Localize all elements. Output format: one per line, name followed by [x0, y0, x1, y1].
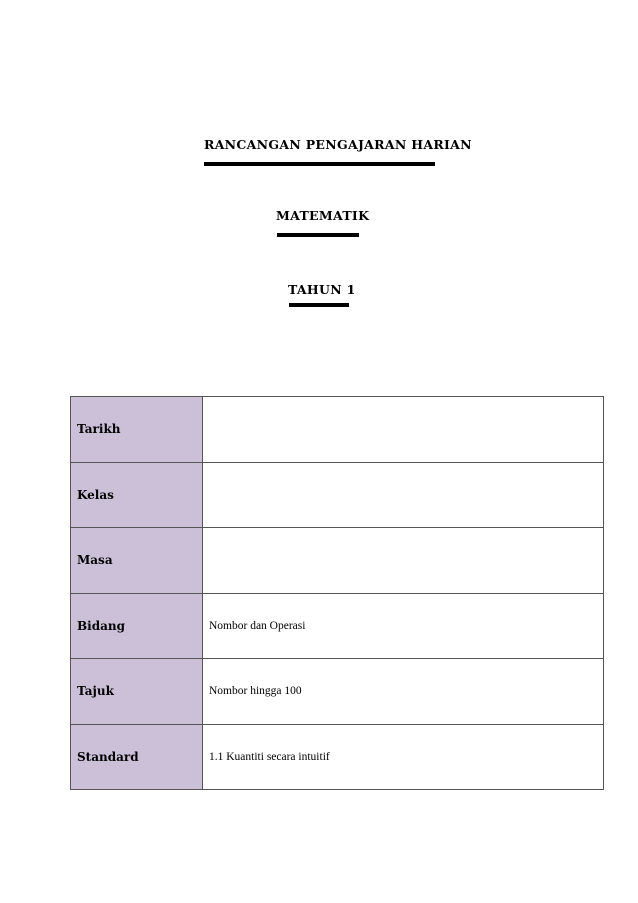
row-value-kelas	[203, 462, 604, 528]
row-label-masa: Masa	[71, 528, 203, 594]
row-value-tajuk: Nombor hingga 100	[203, 659, 604, 725]
row-label-kelas: Kelas	[71, 462, 203, 528]
table-row	[71, 593, 604, 659]
year-heading: TAHUN 1	[288, 282, 356, 297]
subject-underline	[277, 233, 359, 237]
row-value-tarikh	[203, 397, 604, 463]
table-row	[71, 659, 604, 725]
lesson-info-table	[70, 396, 604, 790]
year-underline	[289, 303, 349, 307]
row-label-bidang: Bidang	[71, 593, 203, 659]
table-row	[71, 724, 604, 790]
subject-heading: MATEMATIK	[276, 208, 370, 223]
table-row	[71, 397, 604, 463]
document-title: RANCANGAN PENGAJARAN HARIAN	[204, 137, 472, 152]
row-label-standard: Standard	[71, 724, 203, 790]
table-row	[71, 462, 604, 528]
row-label-tajuk: Tajuk	[71, 659, 203, 725]
row-label-tarikh: Tarikh	[71, 397, 203, 463]
row-value-standard: 1.1 Kuantiti secara intuitif	[203, 724, 604, 790]
row-value-masa	[203, 528, 604, 594]
title-underline	[204, 162, 435, 166]
table-row	[71, 528, 604, 594]
row-value-bidang: Nombor dan Operasi	[203, 593, 604, 659]
